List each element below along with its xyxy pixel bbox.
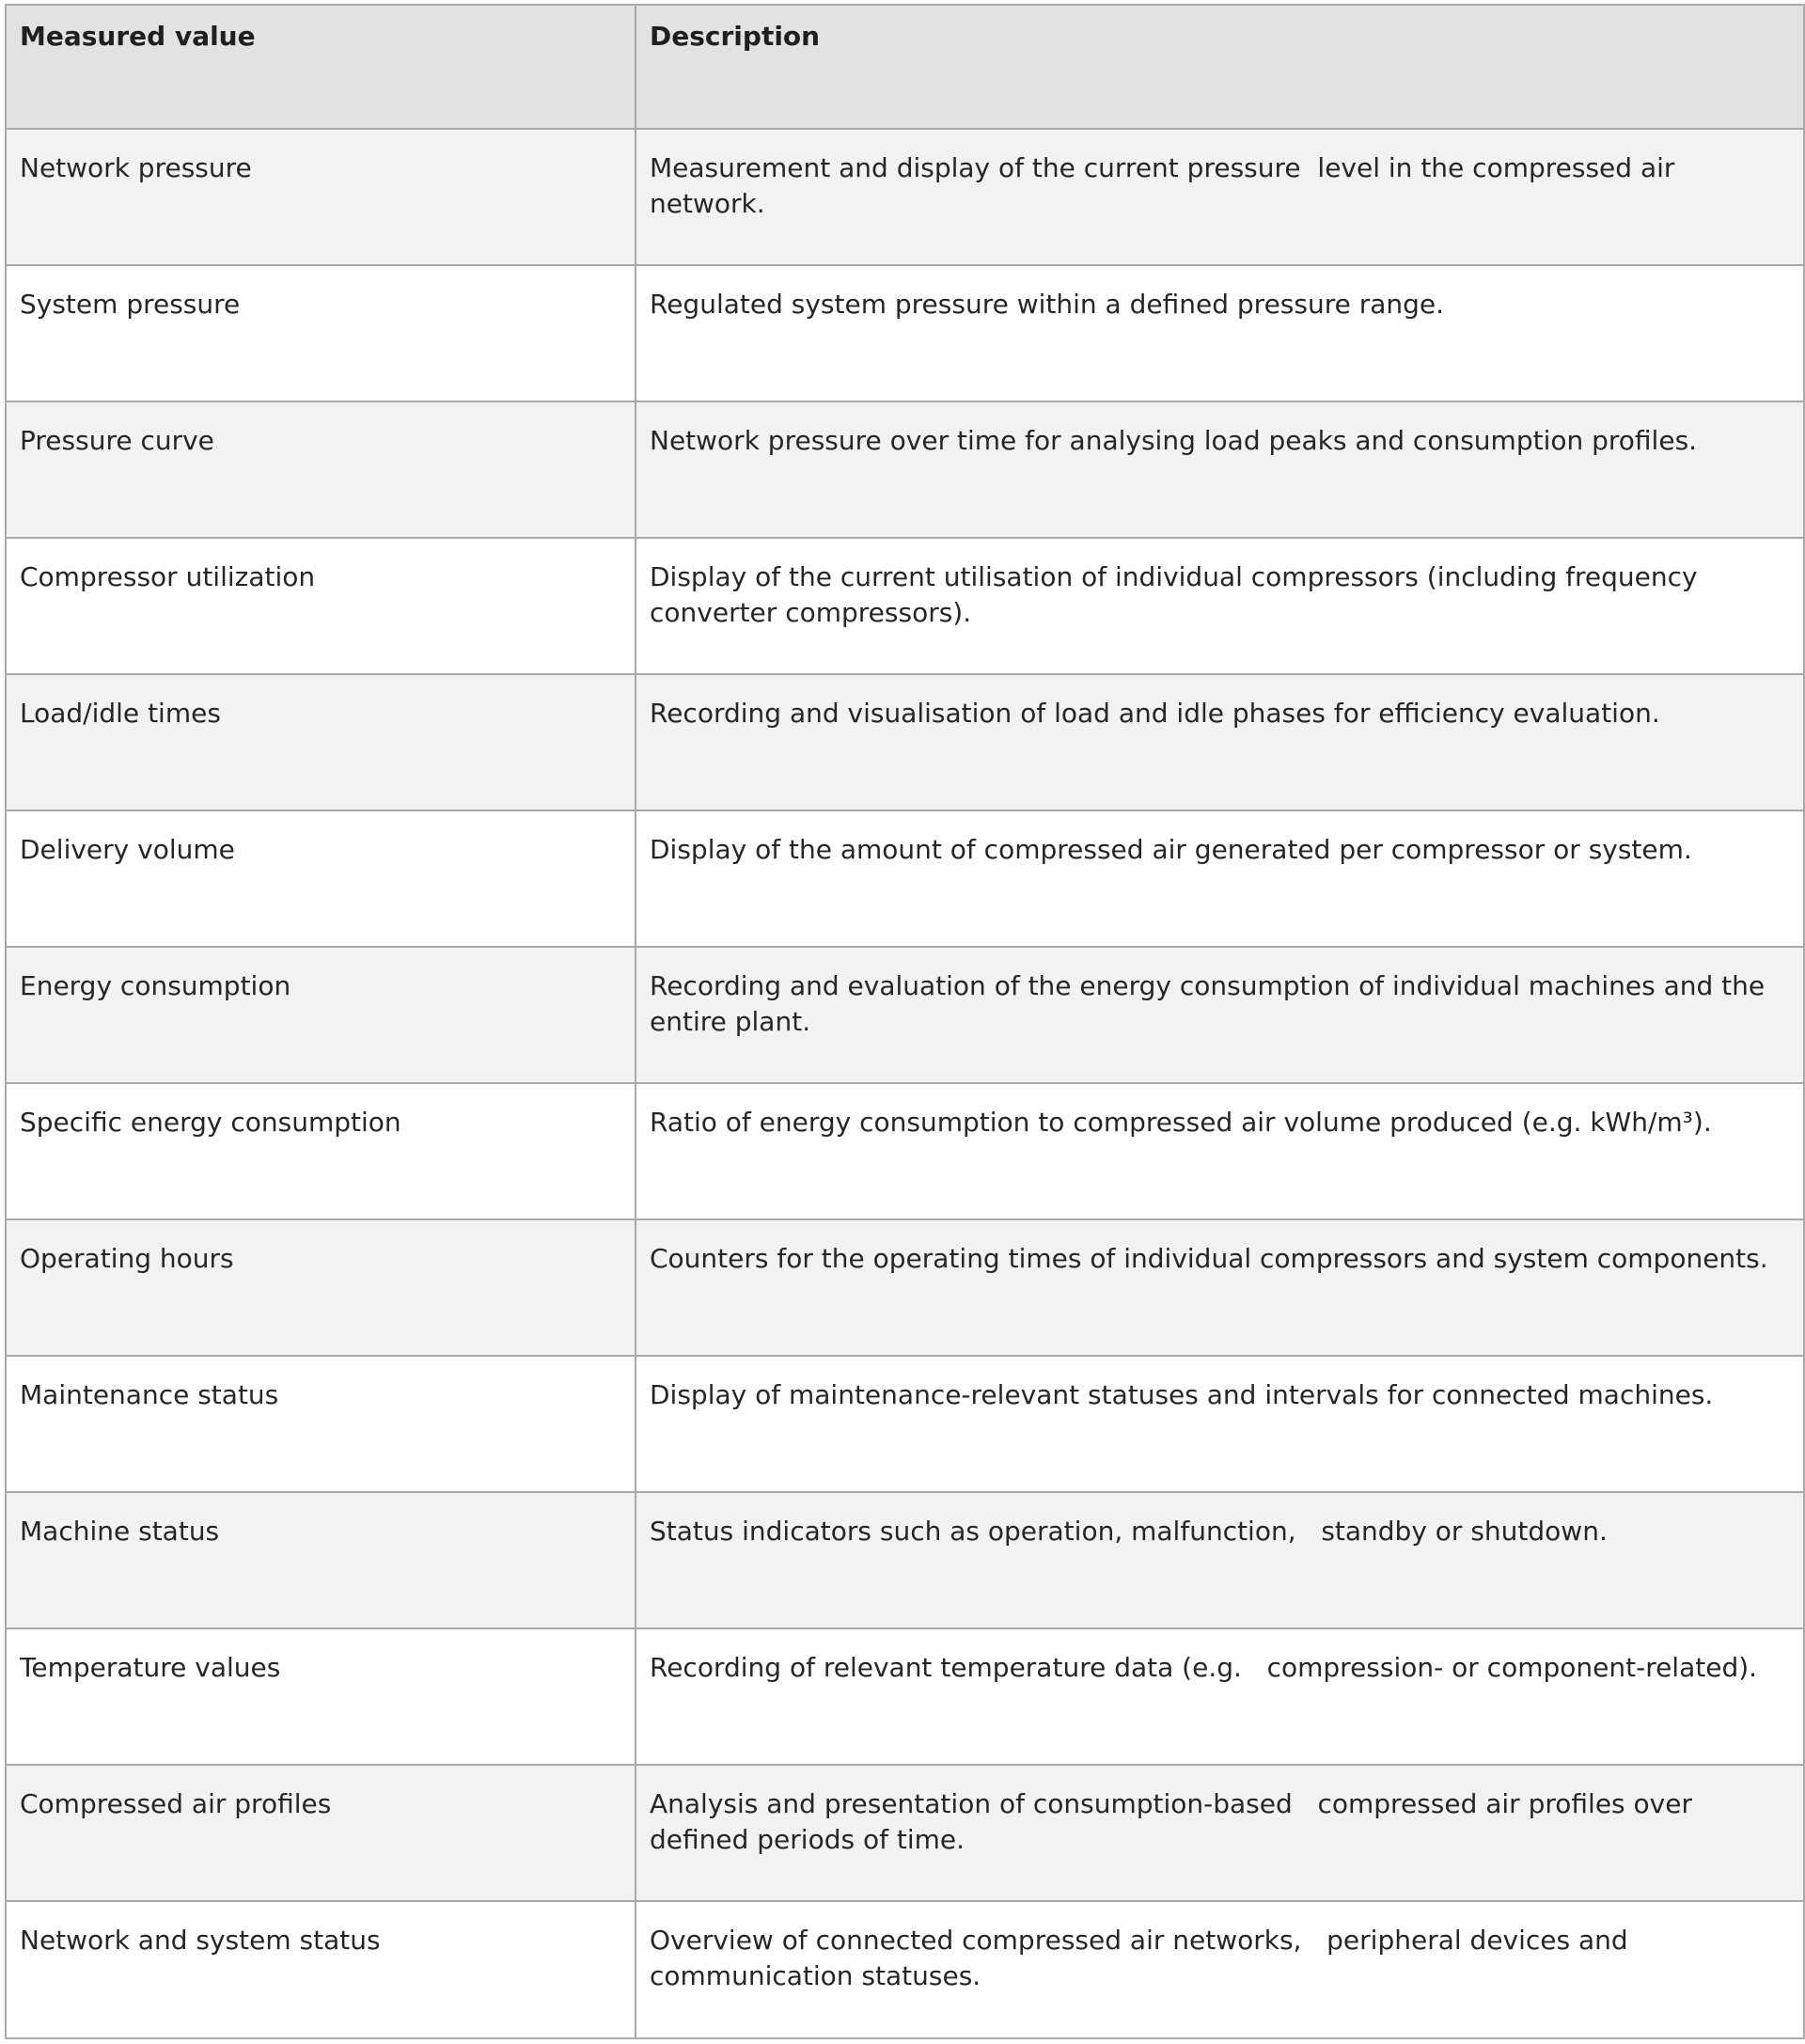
description-cell: Status indicators such as operation, malfunction, standby or shutdown. (636, 1492, 1804, 1628)
table-row (6, 947, 1804, 1083)
table-row (6, 1765, 1804, 1901)
measured-value-cell: Temperature values (6, 1628, 636, 1765)
table-header-row (6, 5, 1804, 129)
table-row (6, 129, 1804, 265)
measured-value-cell: Compressor utilization (6, 538, 636, 674)
description-cell: Recording of relevant temperature data (e.g. compression- or component-related). (636, 1628, 1804, 1765)
header-measured-value: Measured value (6, 5, 636, 129)
table-row (6, 401, 1804, 538)
measured-value-cell: Compressed air profiles (6, 1765, 636, 1901)
description-cell: Recording and visualisation of load and idle phases for efficiency evaluation. (636, 674, 1804, 810)
measured-value-cell: Energy consumption (6, 947, 636, 1083)
description-cell: Recording and evaluation of the energy consumption of individual machines and the entire plant. (636, 947, 1804, 1083)
measured-value-cell: Delivery volume (6, 810, 636, 947)
measured-value-cell: Load/idle times (6, 674, 636, 810)
description-cell: Regulated system pressure within a defined pressure range. (636, 265, 1804, 401)
measured-values-table (5, 4, 1805, 2039)
header-description: Description (636, 5, 1804, 129)
measured-value-cell: Operating hours (6, 1219, 636, 1356)
table-row (6, 1356, 1804, 1492)
description-cell: Network pressure over time for analysing load peaks and consumption profiles. (636, 401, 1804, 538)
measured-value-cell: Machine status (6, 1492, 636, 1628)
description-cell: Overview of connected compressed air networks, peripheral devices and communication statuses. (636, 1901, 1804, 2038)
measured-value-cell: Specific energy consumption (6, 1083, 636, 1219)
table-row (6, 265, 1804, 401)
table-row (6, 674, 1804, 810)
description-cell: Counters for the operating times of individual compressors and system components. (636, 1219, 1804, 1356)
measured-value-cell: Maintenance status (6, 1356, 636, 1492)
description-cell: Display of the amount of compressed air generated per compressor or system. (636, 810, 1804, 947)
description-cell: Analysis and presentation of consumption-based compressed air profiles over defined periods of time. (636, 1765, 1804, 1901)
measured-value-cell: System pressure (6, 265, 636, 401)
description-cell: Display of maintenance-relevant statuses and intervals for connected machines. (636, 1356, 1804, 1492)
table-row (6, 1083, 1804, 1219)
table-row (6, 538, 1804, 674)
measured-value-cell: Network pressure (6, 129, 636, 265)
table-row (6, 1492, 1804, 1628)
table-row (6, 1219, 1804, 1356)
measured-value-cell: Network and system status (6, 1901, 636, 2038)
description-cell: Display of the current utilisation of individual compressors (including frequency converter compressors). (636, 538, 1804, 674)
measured-value-cell: Pressure curve (6, 401, 636, 538)
table-row (6, 1628, 1804, 1765)
description-cell: Measurement and display of the current pressure level in the compressed air network. (636, 129, 1804, 265)
measured-values-table-container (5, 4, 1803, 2039)
table-row (6, 1901, 1804, 2038)
table-row (6, 810, 1804, 947)
description-cell: Ratio of energy consumption to compressed air volume produced (e.g. kWh/m³). (636, 1083, 1804, 1219)
